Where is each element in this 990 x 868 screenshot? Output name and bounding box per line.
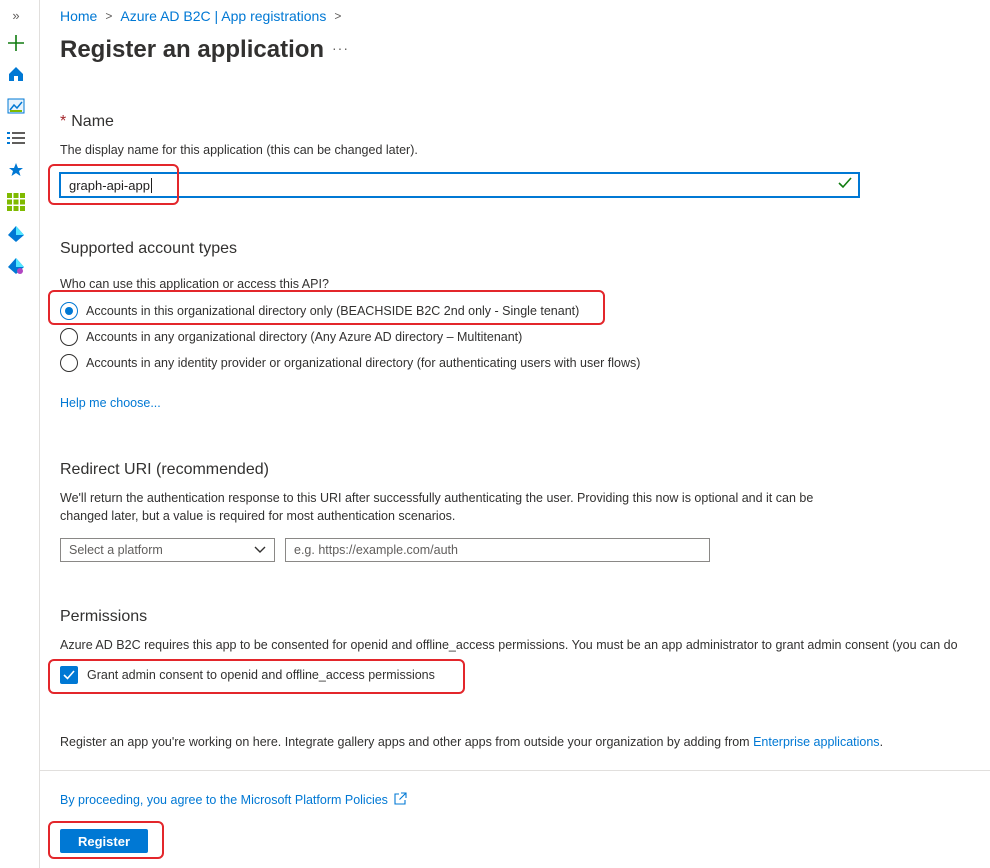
platform-select-placeholder: Select a platform <box>69 543 163 557</box>
radio-label: Accounts in any organizational directory (Any Azure AD directory – Multitenant) <box>86 330 523 344</box>
platform-select[interactable] <box>60 538 275 562</box>
radio-button[interactable] <box>60 354 78 372</box>
info-text: Register an app you're working on here. Integrate gallery apps and other apps from outside your organization by adding from <box>60 735 750 749</box>
checkbox-label: Grant admin consent to openid and offline_access permissions <box>87 668 435 682</box>
required-mark: * <box>60 113 67 130</box>
redirect-uri-heading: Redirect URI (recommended) <box>60 461 269 478</box>
info-period: . <box>879 735 884 749</box>
permissions-heading: Permissions <box>60 608 148 625</box>
radio-label: Accounts in any identity provider or organizational directory (for authenticating users with user flows) <box>86 356 641 370</box>
main-content <box>40 0 990 868</box>
help-me-choose-link[interactable]: Help me choose... <box>60 396 161 410</box>
list-icon[interactable] <box>5 127 27 149</box>
platform-policies-link[interactable] <box>60 792 407 808</box>
permissions-description: Azure AD B2C requires this app to be consented for openid and offline_access permissions. You must be an app administrator to grant admin consent (you can do <box>60 638 958 652</box>
checkbox-checked-icon[interactable] <box>60 666 78 684</box>
grid-icon[interactable] <box>5 191 27 213</box>
breadcrumb-home[interactable]: Home <box>60 8 98 24</box>
enterprise-applications-link[interactable]: Enterprise applications <box>753 735 880 749</box>
chevron-right-icon: > <box>334 9 342 23</box>
policy-link-text: By proceeding, you agree to the Microsoft Platform Policies <box>60 793 388 807</box>
plus-icon[interactable] <box>5 32 27 54</box>
b2c-icon[interactable] <box>5 255 27 277</box>
name-input-value: graph-api-app <box>69 177 150 193</box>
page-title: Register an application <box>60 36 325 63</box>
redirect-uri-description: We'll return the authentication response to this URI after successfully authenticating the user. Providing this now is optional and it can be changed later, but a value is required for most authentication scenarios. <box>60 491 814 523</box>
home-icon[interactable] <box>5 63 27 85</box>
text-caret <box>151 178 152 193</box>
radio-button[interactable] <box>60 328 78 346</box>
account-types-heading: Supported account types <box>60 240 238 257</box>
radio-single-tenant[interactable] <box>60 302 579 320</box>
breadcrumb <box>60 8 341 24</box>
breadcrumb-app-registrations[interactable]: Azure AD B2C | App registrations <box>120 8 327 24</box>
more-options-icon[interactable]: ··· <box>332 40 349 56</box>
redirect-uri-placeholder: e.g. https://example.com/auth <box>294 543 458 557</box>
name-description: The display name for this application (this can be changed later). <box>60 143 418 157</box>
left-rail <box>0 0 40 868</box>
redirect-uri-input[interactable] <box>285 538 710 562</box>
checkmark-icon <box>838 176 852 193</box>
azure-ad-icon[interactable] <box>5 223 27 245</box>
chevron-down-icon <box>254 543 266 557</box>
account-types-question: Who can use this application or access this API? <box>60 277 329 291</box>
radio-label: Accounts in this organizational directory only (BEACHSIDE B2C 2nd only - Single tenant) <box>86 304 580 318</box>
register-button[interactable]: Register <box>60 829 148 853</box>
star-icon[interactable] <box>5 159 27 181</box>
name-label-text: Name <box>71 113 114 130</box>
external-link-icon <box>394 792 407 808</box>
radio-any-identity-provider[interactable] <box>60 354 640 372</box>
name-label <box>60 113 114 131</box>
chevron-right-icon: > <box>105 9 113 23</box>
radio-multitenant[interactable] <box>60 328 522 346</box>
name-input[interactable] <box>60 173 859 197</box>
expand-icon[interactable]: » <box>12 7 20 23</box>
divider <box>40 770 990 771</box>
enterprise-apps-info <box>60 733 883 751</box>
grant-admin-consent-checkbox[interactable] <box>60 666 435 684</box>
dashboard-icon[interactable] <box>5 95 27 117</box>
radio-button-selected[interactable] <box>60 302 78 320</box>
